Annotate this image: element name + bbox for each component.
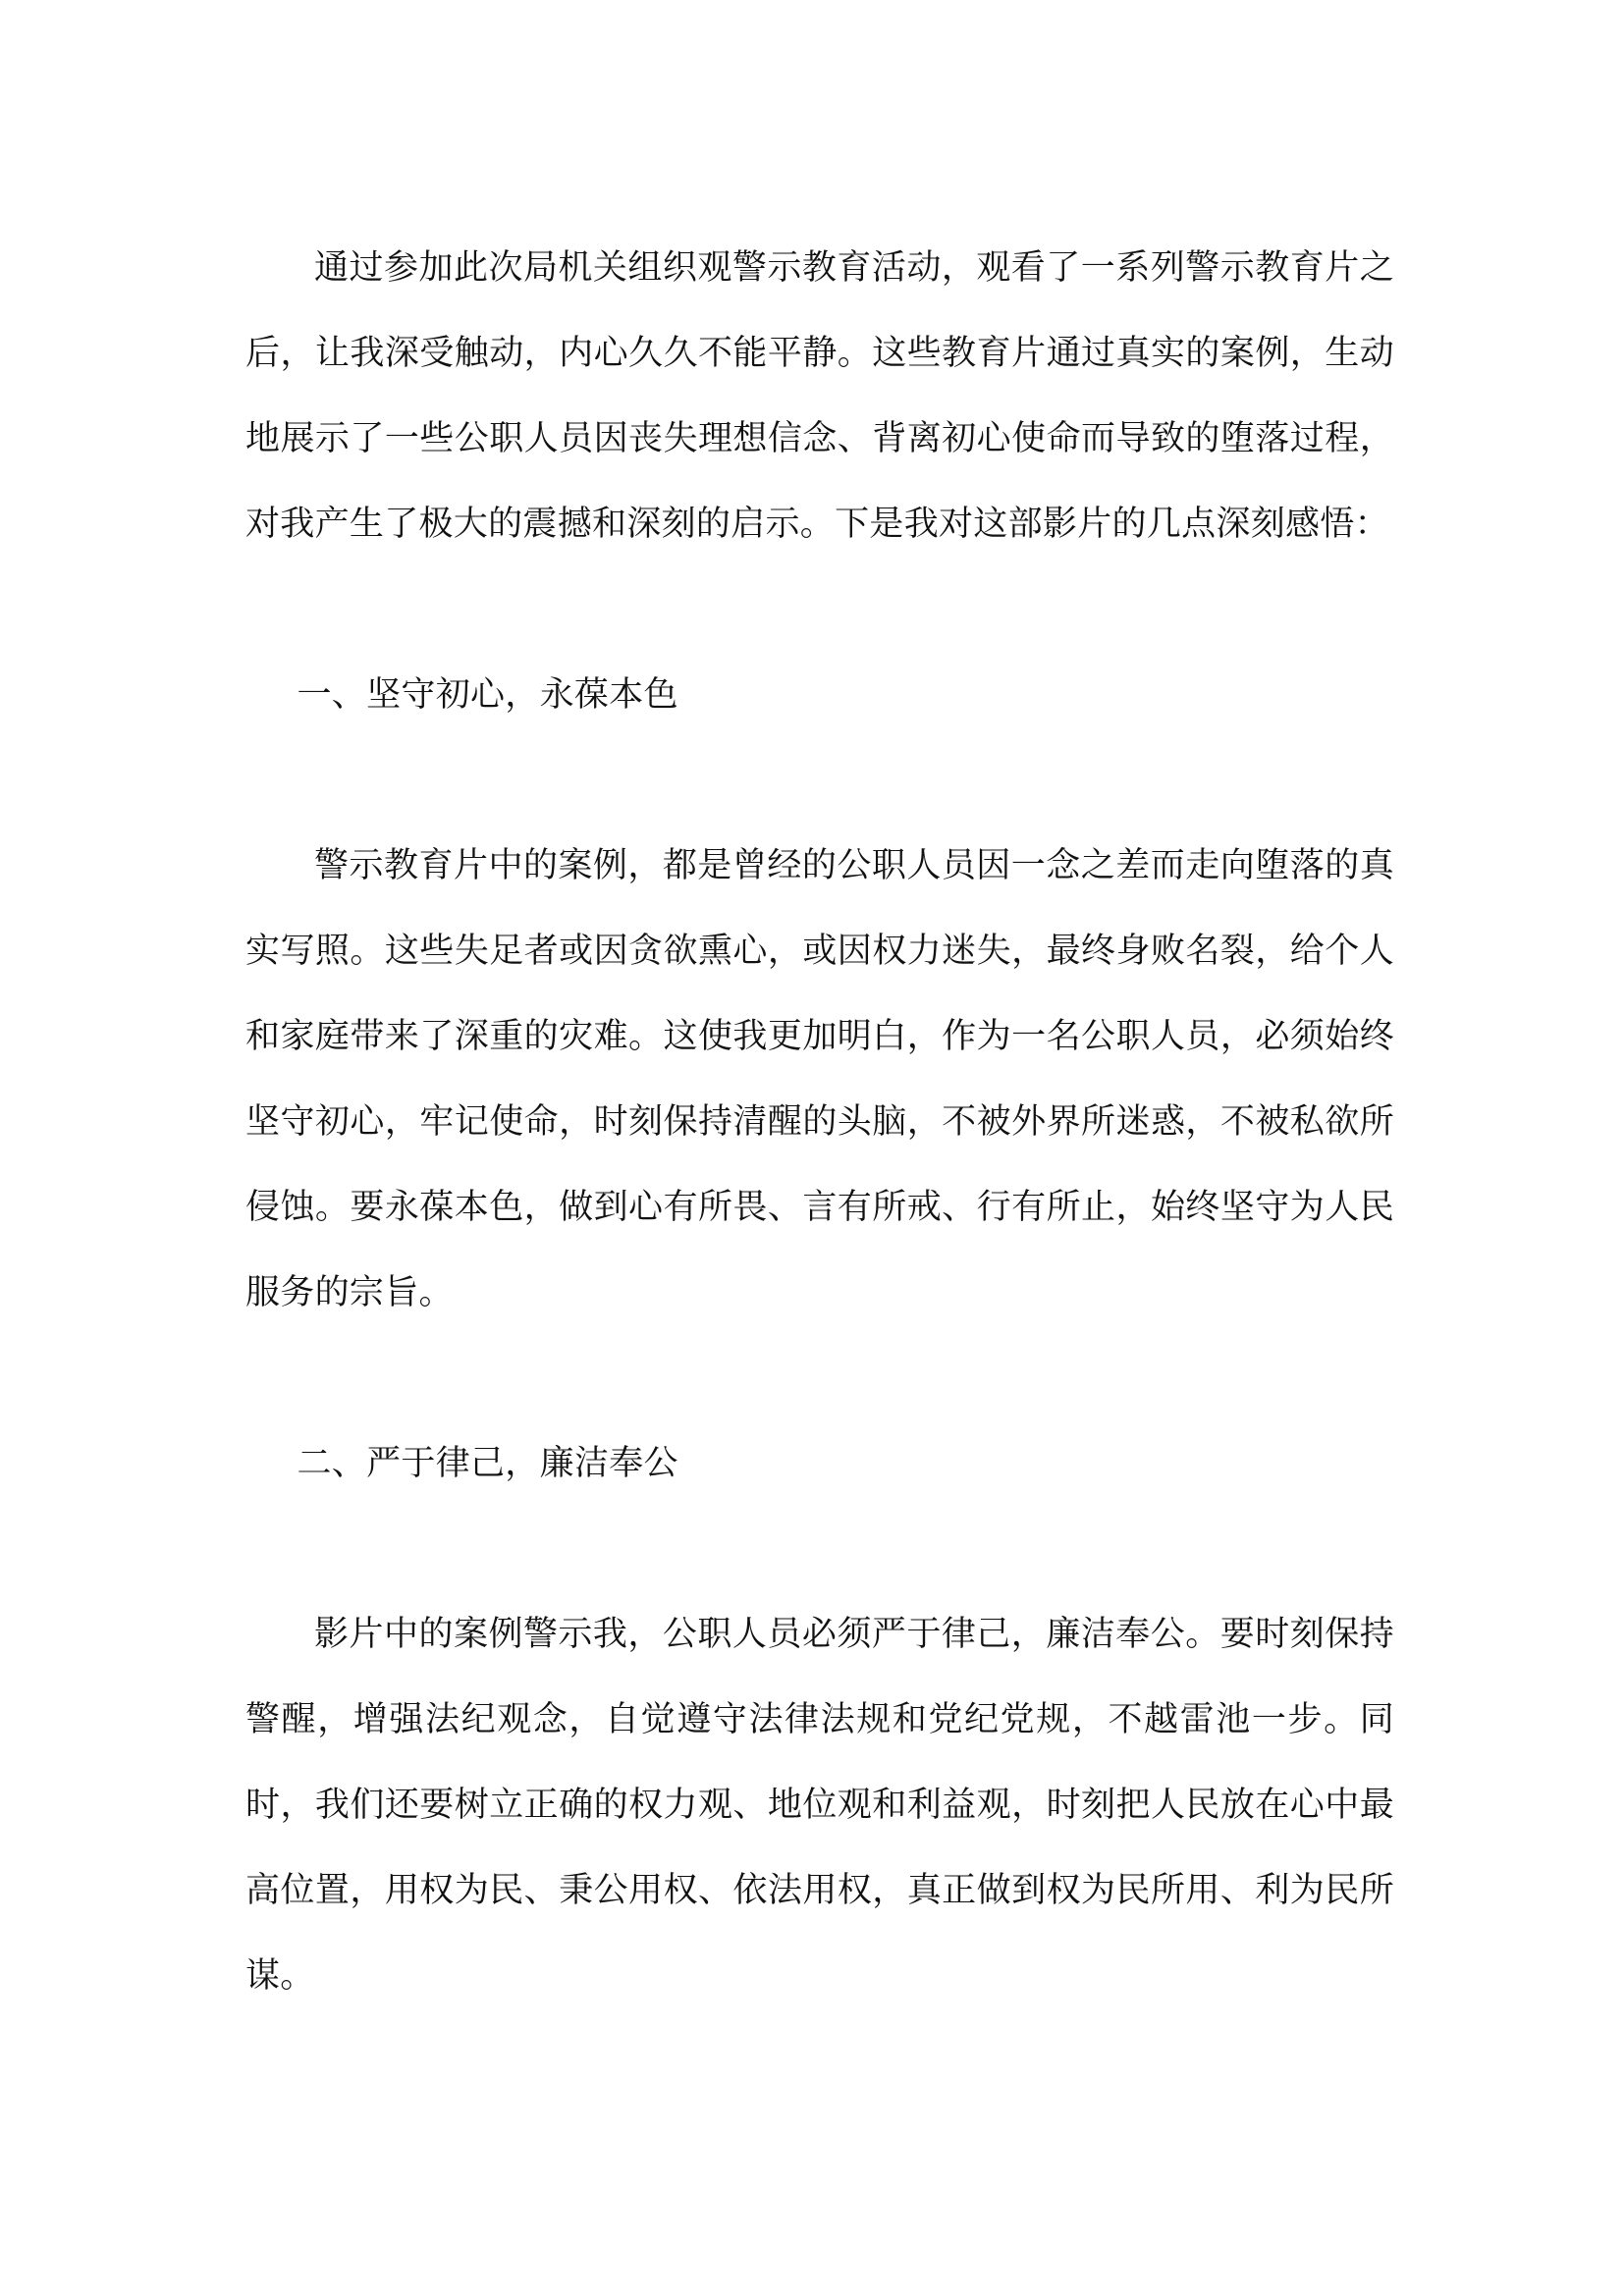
section-paragraph-2: 影片中的案例警示我，公职人员必须严于律己，廉洁奉公。要时刻保持警醒，增强法纪观念，自觉遵守法律法规和党纪党规，不越雷池一步。同时，我们还要树立正确的权力观、地位观和利益观，时刻把人民放在心中最高位置，用权为民、秉公用权、依法用权，真正做到权为民所用、利为民所谋。: [245, 1615, 1394, 1996]
document-body: [245, 226, 1394, 2019]
spacer: [245, 1507, 1394, 1592]
spacer: [245, 1336, 1394, 1421]
section-heading-2: 二、严于律己，廉洁奉公: [297, 1444, 678, 1483]
section-heading-1: 一、坚守初心，永葆本色: [297, 675, 678, 715]
spacer: [245, 567, 1394, 653]
spacer: [245, 738, 1394, 824]
section-paragraph-1: 警示教育片中的案例，都是曾经的公职人员因一念之差而走向堕落的真实写照。这些失足者或因贪欲熏心，或因权力迷失，最终身败名裂，给个人和家庭带来了深重的灾难。这使我更加明白，作为一名公职人员，必须始终坚守初心，牢记使命，时刻保持清醒的头脑，不被外界所迷惑，不被私欲所侵蚀。要永葆本色，做到心有所畏、言有所戒、行有所止，始终坚守为人民服务的宗旨。: [245, 846, 1394, 1312]
intro-paragraph: 通过参加此次局机关组织观警示教育活动，观看了一系列警示教育片之后，让我深受触动，内心久久不能平静。这些教育片通过真实的案例，生动地展示了一些公职人员因丧失理想信念、背离初心使命而导致的堕落过程，对我产生了极大的震撼和深刻的启示。下是我对这部影片的几点深刻感悟：: [245, 248, 1394, 544]
